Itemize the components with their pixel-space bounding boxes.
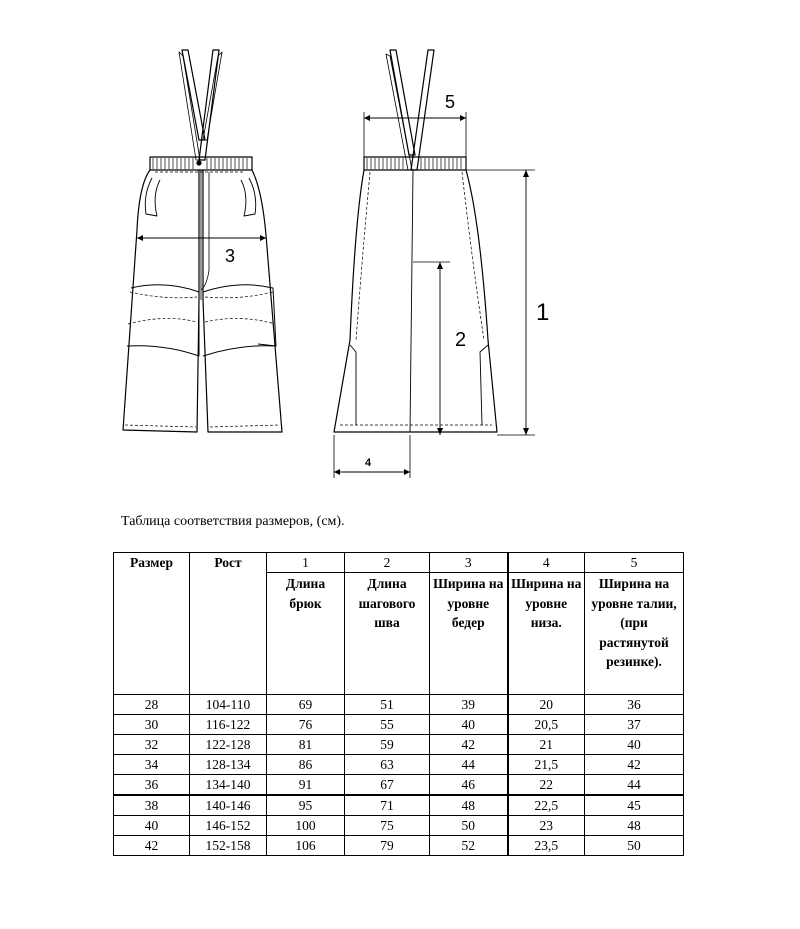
table-row: [114, 755, 684, 775]
table-cell: 21: [508, 735, 585, 755]
side-view: [334, 50, 535, 478]
header-col-number: 4: [508, 553, 585, 573]
size-chart-table: [113, 552, 684, 856]
table-cell: 42: [114, 836, 190, 856]
table-cell: 140-146: [190, 795, 267, 816]
table-cell: 40: [585, 735, 684, 755]
table-cell: 32: [114, 735, 190, 755]
table-cell: 95: [267, 795, 345, 816]
size-chart-body: [114, 553, 684, 856]
header-col-name: Ширина на уровне бедер: [430, 573, 508, 695]
header-col-name: Длина брюк: [267, 573, 345, 695]
header-col-name: Ширина на уровне талии, (при растянутой резинке).: [585, 573, 684, 695]
header-col-number: 3: [430, 553, 508, 573]
table-cell: 28: [114, 695, 190, 715]
header-col-number: 5: [585, 553, 684, 573]
table-cell: 146-152: [190, 816, 267, 836]
header-size: Размер: [114, 553, 190, 695]
dimension-label-4: 4: [365, 457, 372, 469]
table-cell: 37: [585, 715, 684, 735]
table-cell: 46: [430, 775, 508, 796]
table-cell: 48: [430, 795, 508, 816]
table-cell: 79: [345, 836, 430, 856]
table-row: [114, 795, 684, 816]
table-cell: 52: [430, 836, 508, 856]
table-row: [114, 735, 684, 755]
dimension-label-5: 5: [445, 92, 456, 112]
table-cell: 39: [430, 695, 508, 715]
table-cell: 38: [114, 795, 190, 816]
table-cell: 55: [345, 715, 430, 735]
dimension-label-2: 2: [455, 329, 467, 351]
dimension-label-3: 3: [225, 246, 236, 266]
table-cell: 44: [585, 775, 684, 796]
table-cell: 106: [267, 836, 345, 856]
header-col-number: 1: [267, 553, 345, 573]
table-row: [114, 836, 684, 856]
header-col-number: 2: [345, 553, 430, 573]
table-cell: 30: [114, 715, 190, 735]
table-cell: 59: [345, 735, 430, 755]
table-cell: 128-134: [190, 755, 267, 775]
table-cell: 67: [345, 775, 430, 796]
table-cell: 81: [267, 735, 345, 755]
table-cell: 36: [114, 775, 190, 796]
table-row: [114, 715, 684, 735]
table-cell: 40: [114, 816, 190, 836]
header-height: Рост: [190, 553, 267, 695]
dimension-label-1: 1: [536, 299, 550, 326]
header-col-name: Длина шагового шва: [345, 573, 430, 695]
table-cell: 71: [345, 795, 430, 816]
table-row: [114, 816, 684, 836]
table-cell: 22: [508, 775, 585, 796]
table-cell: 134-140: [190, 775, 267, 796]
table-cell: 76: [267, 715, 345, 735]
table-cell: 63: [345, 755, 430, 775]
table-cell: 104-110: [190, 695, 267, 715]
header-row-numbers: [114, 553, 684, 573]
table-cell: 45: [585, 795, 684, 816]
table-cell: 51: [345, 695, 430, 715]
table-cell: 34: [114, 755, 190, 775]
table-caption: Таблица соответствия размеров, (см).: [121, 514, 345, 529]
table-cell: 42: [585, 755, 684, 775]
table-cell: 21,5: [508, 755, 585, 775]
table-cell: 44: [430, 755, 508, 775]
table-cell: 50: [585, 836, 684, 856]
table-cell: 23: [508, 816, 585, 836]
table-cell: 40: [430, 715, 508, 735]
table-row: [114, 775, 684, 796]
table-cell: 23,5: [508, 836, 585, 856]
header-col-name: Ширина на уровне низа.: [508, 573, 585, 695]
table-cell: 22,5: [508, 795, 585, 816]
table-cell: 42: [430, 735, 508, 755]
front-view: [123, 50, 282, 432]
table-cell: 48: [585, 816, 684, 836]
table-cell: 69: [267, 695, 345, 715]
table-cell: 122-128: [190, 735, 267, 755]
table-cell: 116-122: [190, 715, 267, 735]
table-cell: 36: [585, 695, 684, 715]
table-cell: 91: [267, 775, 345, 796]
table-cell: 20: [508, 695, 585, 715]
table-cell: 100: [267, 816, 345, 836]
table-cell: 50: [430, 816, 508, 836]
table-cell: 152-158: [190, 836, 267, 856]
table-cell: 20,5: [508, 715, 585, 735]
table-row: [114, 695, 684, 715]
table-cell: 75: [345, 816, 430, 836]
table-cell: 86: [267, 755, 345, 775]
